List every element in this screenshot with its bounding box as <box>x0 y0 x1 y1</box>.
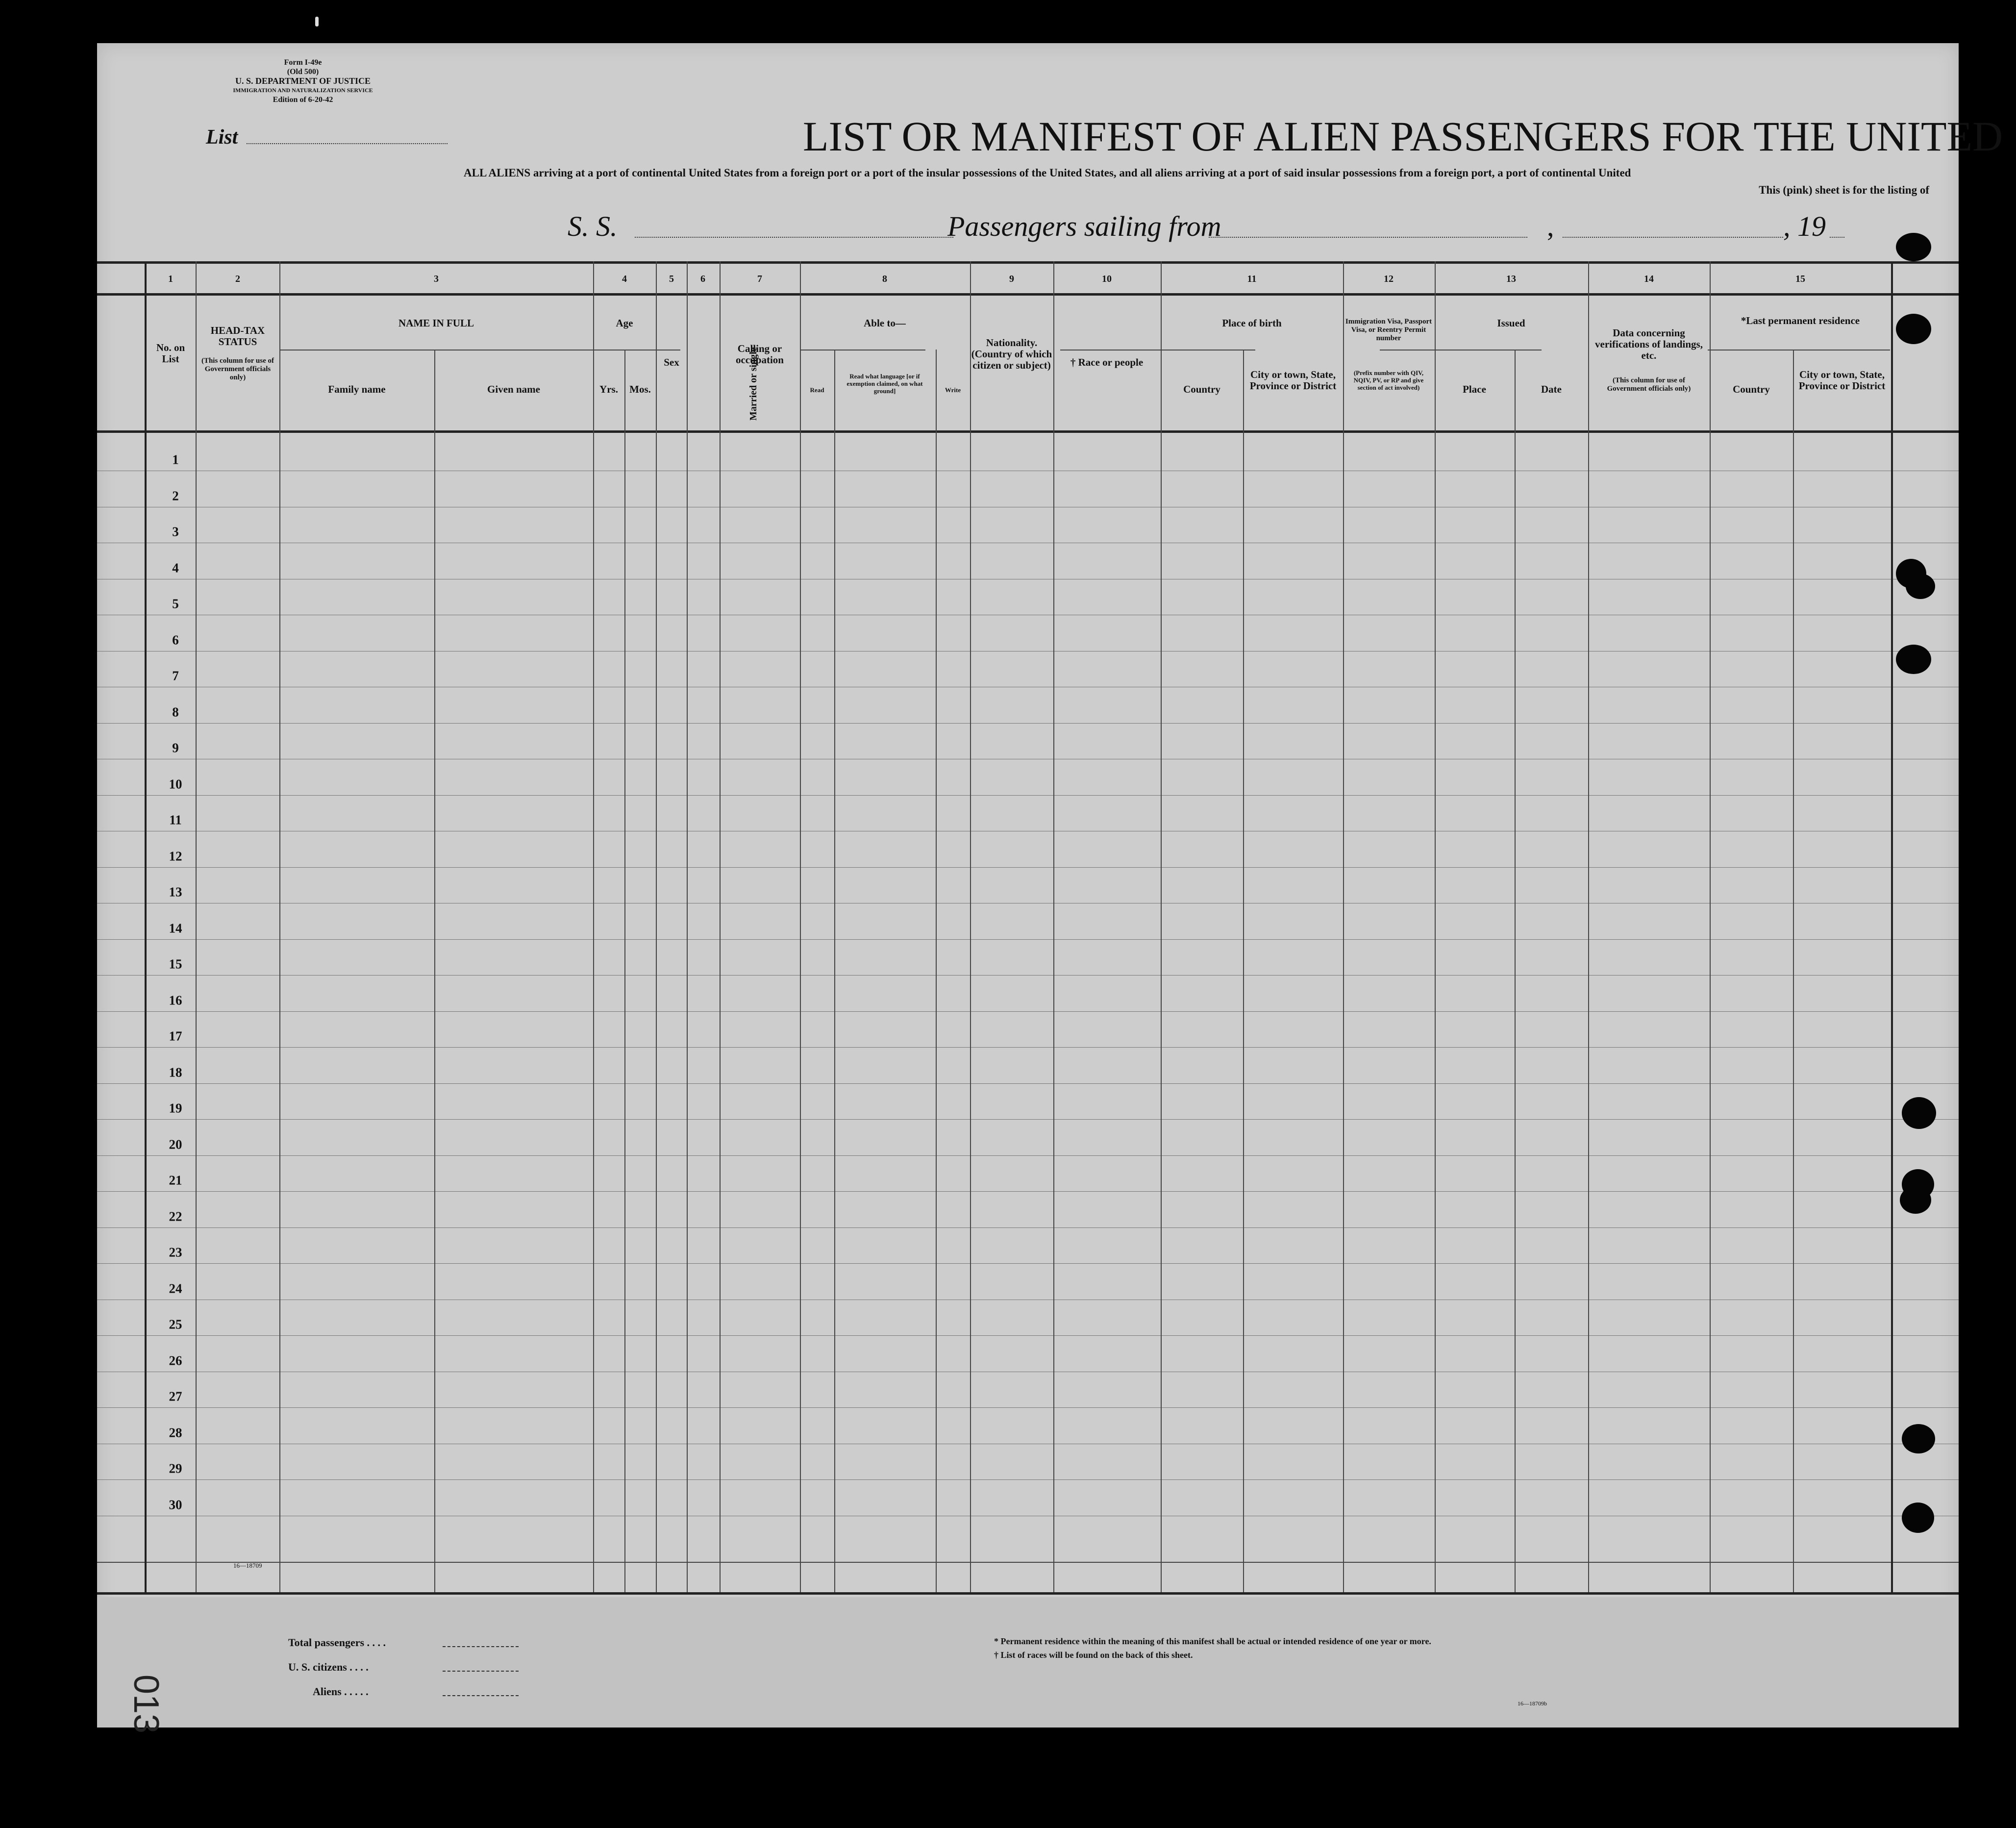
header-issued-place: Place <box>1463 383 1486 395</box>
row-number: 12 <box>169 849 182 863</box>
header-family-name: Family name <box>328 383 386 395</box>
list-label: List <box>206 126 238 149</box>
col-num-15: 15 <box>1795 274 1805 284</box>
row-line <box>97 1479 1959 1480</box>
row-number: 21 <box>169 1173 182 1188</box>
row-number: 17 <box>169 1028 182 1044</box>
header-place-of-birth: Place of birth <box>1222 317 1282 329</box>
col-num-7: 7 <box>757 274 762 284</box>
department: U. S. DEPARTMENT OF JUSTICE <box>235 76 371 86</box>
header-issued: Issued <box>1497 317 1525 329</box>
row-number: 4 <box>172 560 179 575</box>
row-line <box>97 1047 1959 1048</box>
printer-code: 16—18709 <box>233 1562 262 1569</box>
row-number: 13 <box>169 884 182 900</box>
header-write: Write <box>945 386 961 394</box>
punch-hole <box>1902 1502 1934 1533</box>
row-number: 11 <box>169 812 182 827</box>
form-number: Form I-49e <box>284 58 322 67</box>
header-data-note: (This column for use of Government officials only) <box>1607 376 1691 393</box>
row-number: 1 <box>172 452 179 467</box>
header-data-concerning: Data concerning verifications of landings, etc. <box>1595 327 1703 361</box>
header-no-on-list: No. on List <box>156 342 185 365</box>
row-number: 15 <box>169 956 182 972</box>
year-label: , 19 <box>1783 210 1826 242</box>
row-number: 19 <box>169 1101 182 1116</box>
comma: , <box>1547 210 1554 242</box>
header-calling: Calling or occupation <box>735 343 784 366</box>
row-number: 28 <box>169 1425 182 1440</box>
sheet-stamp: 013 <box>126 1674 166 1734</box>
header-mos: Mos. <box>629 383 651 395</box>
sailing-port-field[interactable] <box>1209 237 1527 238</box>
row-line <box>97 1083 1959 1084</box>
header-head-tax-note: (This column for use of Government officials only) <box>201 357 274 381</box>
row-number: 27 <box>169 1389 182 1404</box>
row-number: 25 <box>169 1317 182 1332</box>
sailing-from-label: Passengers sailing from <box>947 210 1221 242</box>
row-number: 22 <box>169 1209 182 1224</box>
year-field[interactable] <box>1830 237 1844 238</box>
header-yrs: Yrs. <box>599 383 618 395</box>
edition: Edition of 6-20-42 <box>273 96 333 104</box>
row-number: 29 <box>169 1461 182 1476</box>
row-line <box>97 975 1959 976</box>
header-head-tax: HEAD-TAX STATUS <box>210 325 265 348</box>
row-line <box>97 1407 1959 1408</box>
punch-hole <box>1896 233 1931 261</box>
row-line <box>97 795 1959 796</box>
subtitle-line-2: This (pink) sheet is for the listing of <box>1759 184 1929 196</box>
header-res-country: Country <box>1733 383 1770 395</box>
us-citizens-label: U. S. citizens . . . . <box>288 1661 369 1673</box>
row-number: 10 <box>169 776 182 791</box>
total-passengers-field[interactable] <box>443 1646 519 1647</box>
header-name-in-full: NAME IN FULL <box>398 317 474 329</box>
header-sex: Sex <box>664 356 679 368</box>
header-res-city: City or town, State, Province or District <box>1798 369 1886 392</box>
header-read: Read <box>810 386 824 394</box>
header-able-to: Able to— <box>864 317 906 329</box>
row-number: 16 <box>169 993 182 1007</box>
col-num-5: 5 <box>669 274 674 284</box>
col-num-12: 12 <box>1384 274 1394 284</box>
row-line <box>97 1155 1959 1156</box>
punch-hole <box>1902 1424 1935 1453</box>
subtitle-line-1: ALL ALIENS arriving at a port of continental United States from a foreign port or a port of the insular possessions of the United States, and all aliens arriving at a port of said insular possessions from a foreign port, a port of continental United <box>464 167 1631 179</box>
aliens-label: Aliens . . . . . <box>313 1685 369 1698</box>
header-nationality: Nationality. (Country of which citizen or subject) <box>971 337 1052 371</box>
punch-hole <box>1902 1097 1936 1129</box>
col-num-9: 9 <box>1009 274 1014 284</box>
ship-name-field[interactable] <box>635 237 953 238</box>
row-number: 23 <box>169 1245 182 1260</box>
row-number: 14 <box>169 921 182 935</box>
row-line <box>97 867 1959 868</box>
row-number: 24 <box>169 1281 182 1296</box>
punch-hole <box>1896 645 1931 674</box>
row-line <box>97 723 1959 724</box>
row-number: 30 <box>169 1497 182 1512</box>
header-given-name: Given name <box>487 383 540 395</box>
header-visa: Immigration Visa, Passport Visa, or Reentry Permit number <box>1345 318 1432 342</box>
ss-label: S. S. <box>568 210 618 242</box>
form-identification <box>205 58 401 104</box>
col-num-14: 14 <box>1644 274 1654 284</box>
manifest-sheet <box>97 43 2003 1728</box>
row-number: 8 <box>172 704 179 719</box>
total-passengers-label: Total passengers . . . . <box>288 1636 386 1649</box>
header-birth-country: Country <box>1183 383 1220 395</box>
row-number: 6 <box>172 632 179 647</box>
col-num-13: 13 <box>1506 274 1516 284</box>
col-num-6: 6 <box>700 274 705 284</box>
header-birth-city: City or town, State, Province or District <box>1249 369 1337 392</box>
row-line <box>97 1335 1959 1336</box>
row-number: 3 <box>172 524 179 539</box>
list-number-field[interactable] <box>247 143 448 144</box>
col-num-8: 8 <box>882 274 887 284</box>
row-number: 20 <box>169 1137 182 1152</box>
row-number: 2 <box>172 488 179 503</box>
aliens-field[interactable] <box>443 1695 519 1696</box>
col-num-3: 3 <box>434 274 439 284</box>
row-line <box>97 1011 1959 1012</box>
header-read-language: Read what language [or if exemption claimed, on what ground] <box>846 373 923 395</box>
header-issued-date: Date <box>1541 383 1562 395</box>
punch-hole <box>1900 1186 1931 1214</box>
header-visa-note: (Prefix number with QIV, NQIV, PV, or RP and give section of act involved) <box>1353 369 1424 391</box>
col-num-4: 4 <box>622 274 627 284</box>
header-married-single: Married or single <box>748 347 759 421</box>
header-race: † Race or people <box>1070 356 1144 368</box>
row-number: 7 <box>172 668 179 683</box>
row-number: 26 <box>169 1353 182 1368</box>
row-number: 5 <box>172 596 179 611</box>
row-number: 9 <box>172 740 179 755</box>
sailing-date-field[interactable] <box>1563 237 1783 238</box>
row-line <box>97 939 1959 940</box>
punch-hole <box>1896 314 1931 344</box>
lower-band <box>97 1597 1959 1728</box>
service: IMMIGRATION AND NATURALIZATION SERVICE <box>233 87 373 94</box>
punch-hole <box>1906 574 1935 599</box>
col-num-2: 2 <box>235 274 240 284</box>
row-line <box>97 1119 1959 1120</box>
col-num-10: 10 <box>1102 274 1112 284</box>
header-age: Age <box>616 317 633 329</box>
footnote-residence: * Permanent residence within the meaning of this manifest shall be actual or intended residence of one year or more. <box>994 1636 1431 1646</box>
footnote-races: † List of races will be found on the back of this sheet. <box>994 1650 1193 1660</box>
row-line <box>97 1191 1959 1192</box>
us-citizens-field[interactable] <box>443 1671 519 1672</box>
row-line <box>97 1227 1959 1228</box>
row-line <box>97 1263 1959 1264</box>
page-title: LIST OR MANIFEST OF ALIEN PASSENGERS FOR THE UNITED <box>803 113 2003 160</box>
col-num-1: 1 <box>168 274 173 284</box>
col-num-11: 11 <box>1247 274 1257 284</box>
form-old-number: (Old 500) <box>287 68 319 76</box>
row-number: 18 <box>169 1065 182 1079</box>
header-last-residence: *Last permanent residence <box>1741 315 1860 326</box>
top-mark <box>315 17 319 26</box>
form-code: 16—18709b <box>1518 1700 1547 1707</box>
